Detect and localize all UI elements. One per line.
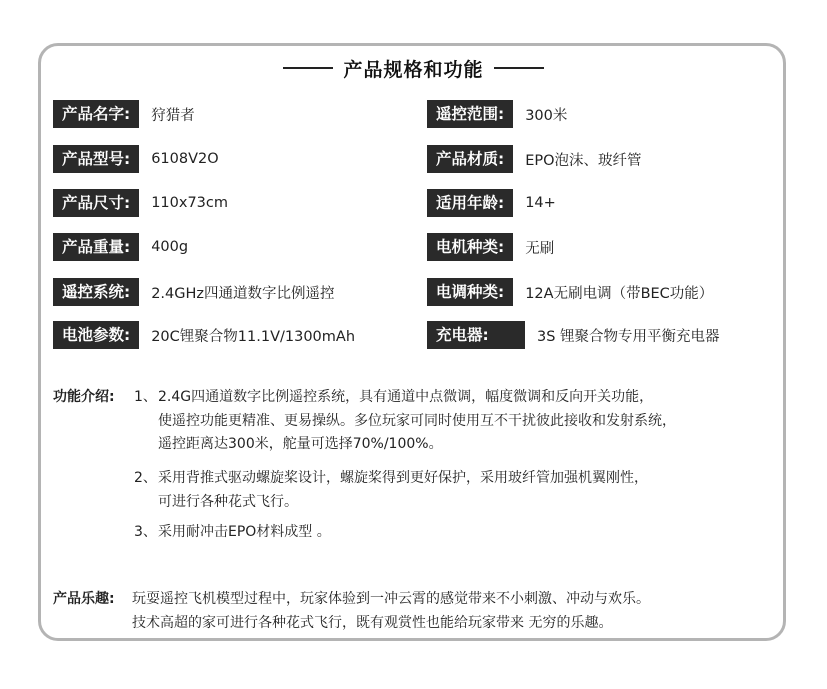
feature-line: 采用背推式驱动螺旋桨设计，螺旋桨得到更好保护，采用玻纤管加强机翼刚性， [158,470,648,486]
spec-value: 狩猎者 [151,107,195,124]
spec-row-motor [427,233,554,261]
spec-row-esc [427,278,713,306]
spec-row-weight [53,233,188,261]
feature-item-3 [134,521,331,545]
title-row [0,52,827,84]
spec-row-size [53,189,228,217]
spec-value: 400g [151,239,189,255]
spec-value: 110x73cm [151,195,229,211]
spec-label: 产品材质: [427,145,513,173]
spec-row-charger [427,321,720,349]
feature-item-2 [134,467,648,514]
spec-row-battery [53,321,355,349]
spec-value: 3S 锂聚合物专用平衡充电器 [537,328,720,345]
spec-label: 电机种类: [427,233,513,261]
spec-row-name [53,100,195,128]
feature-number: 3、 [134,524,157,540]
spec-label: 充电器: [427,321,525,349]
spec-row-remote-system [53,278,335,306]
feature-number: 2、 [134,470,157,486]
fun-text [132,588,650,635]
spec-value: 14+ [525,195,556,211]
spec-row-model [53,145,219,173]
feature-line: 采用耐冲击EPO材料成型 。 [158,524,331,540]
spec-row-range [427,100,567,128]
spec-label: 产品名字: [53,100,139,128]
fun-line: 玩耍遥控飞机模型过程中，玩家体验到一冲云霄的感觉带来不小刺激、冲动与欢乐。 [132,591,650,607]
spec-value: 无刷 [525,240,555,257]
feature-line: 可进行各种花式飞行。 [158,493,298,510]
spec-row-age [427,189,556,217]
fun-line: 技术高超的家可进行各种花式飞行，既有观赏性也能给玩家带来 无穷的乐趣。 [132,614,613,631]
spec-value: 6108V2O [151,151,219,167]
fun-label: 产品乐趣: [53,591,115,607]
title-line-right [494,67,544,69]
spec-value: 20C锂聚合物11.1V/1300mAh [151,328,356,345]
feature-number: 1、 [134,389,157,405]
feature-line: 遥控距离达300米，舵量可选择70%/100%。 [158,436,443,452]
features-section [53,386,773,546]
title-line-left [283,67,333,69]
spec-value: 12A无刷电调（带BEC功能） [525,285,714,302]
spec-label: 电调种类: [427,278,513,306]
feature-item-1 [134,386,676,457]
spec-value: 2.4GHz四通道数字比例遥控 [151,285,335,302]
spec-label: 产品尺寸: [53,189,139,217]
spec-label: 适用年龄: [427,189,513,217]
fun-section [53,588,773,638]
spec-label: 遥控系统: [53,278,139,306]
spec-row-material [427,145,642,173]
feature-line: 2.4G四通道数字比例遥控系统，具有通道中点微调，幅度微调和反向开关功能， [158,389,654,405]
spec-label: 遥控范围: [427,100,513,128]
spec-label: 产品重量: [53,233,139,261]
page-title: 产品规格和功能 [343,58,484,81]
spec-label: 电池参数: [53,321,139,349]
spec-value: 300米 [525,107,568,124]
spec-label: 产品型号: [53,145,139,173]
features-label: 功能介绍: [53,389,115,405]
feature-line: 使遥控功能更精准、更易操纵。多位玩家可同时使用互不干扰彼此接收和发射系统， [158,412,676,429]
spec-value: EPO泡沫、玻纤管 [525,152,642,169]
